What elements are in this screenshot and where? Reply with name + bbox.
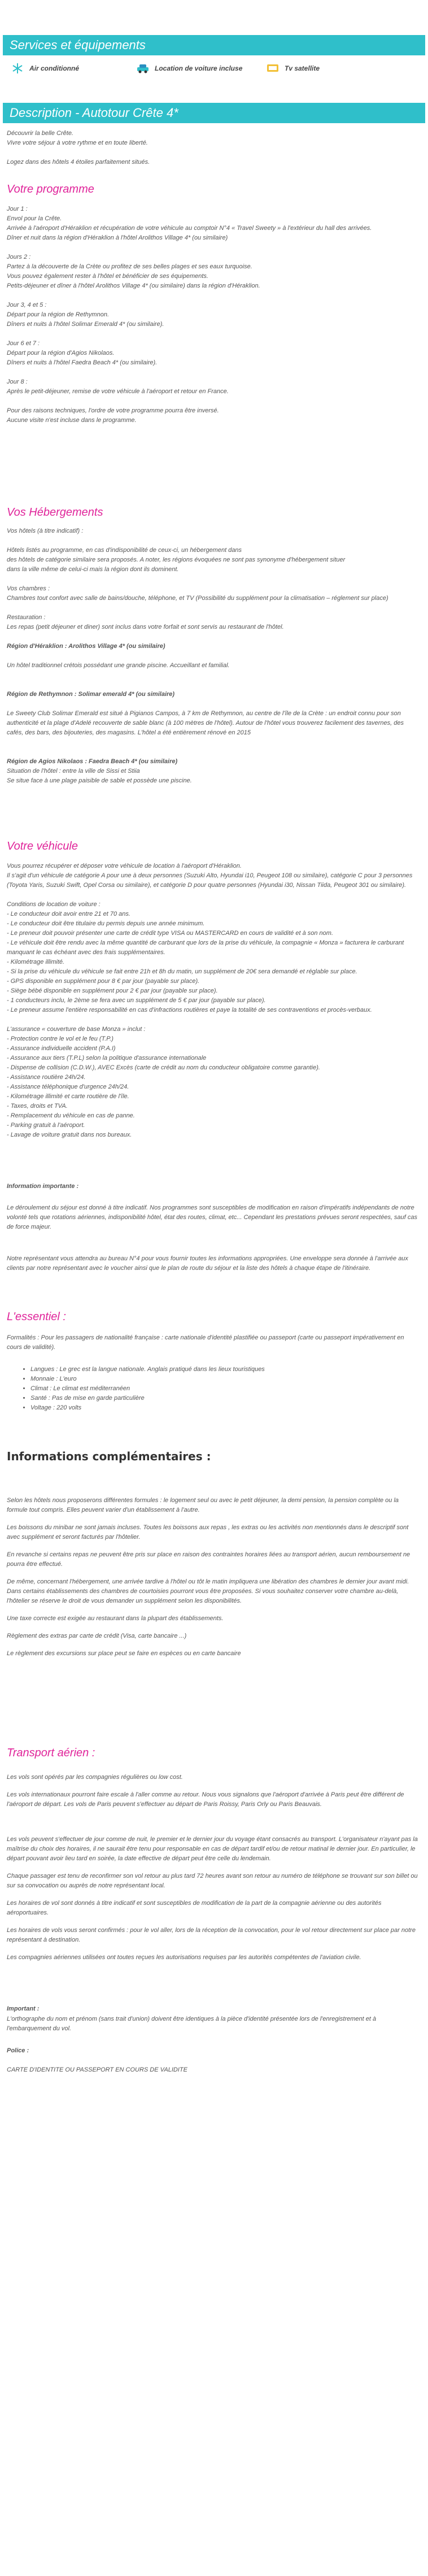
text-line: Vous pouvez également rester à l'hôtel et bénéficier de ses équipements.: [7, 273, 208, 280]
intro-line: Vivre votre séjour à votre rythme et en toute liberté.: [7, 140, 148, 146]
text-line: Le Sweety Club Solimar Emerald est situé à Pigianos Campos, à 7 km de Rethymnon, au centre de l'île de la Crète : un endroit connu pour son authenticité et la plage d'Adelé recouverte de sable blanc (à 100 mètres de l'hôtel). Autour de l'hôtel vous trouverez facilement des tavernes, des cafés, des bars, des bijouteries, des magasins. L'hôtel a été entièrement rénové en 2015: [7, 710, 404, 736]
services-title-bar: Services et équipements: [3, 35, 425, 55]
service-car: [136, 62, 242, 75]
text-line: Les vols peuvent s'effectuer de jour comme de nuit, le premier et le dernier jour du voyage étant consacrés au transport. L'organisateur n'ayant pas la maîtrise du choix des horaires, il ne saurait être tenu pour responsable en cas de départ tardif et/ou de retour matinal le dernier jour. En particulier, le départ pouvant avoir lieu tard en soirée, la date effective de départ peut être celle du lendemain.: [7, 1836, 418, 1862]
text-line: Pour des raisons techniques, l'ordre de votre programme pourra être inversé.: [7, 407, 219, 414]
programme-text: [7, 204, 419, 425]
text-line: Région de Agios Nikolaos : Faedra Beach 4* (ou similaire): [7, 758, 178, 765]
text-line: - Kilométrage illimité.: [7, 959, 65, 965]
text-line: Un hôtel traditionnel crétois possédant une grande piscine. Accueillant et familial.: [7, 662, 230, 669]
intro-line: Logez dans des hôtels 4 étoiles parfaitement situés.: [7, 159, 150, 166]
text-line: Hôtels listés au programme, en cas d'indisponibilité de ceux-ci, un hébergement dans: [7, 547, 242, 554]
text-line: Dîners et nuits à l'hôtel Faedra Beach 4* (ou similaire).: [7, 359, 158, 366]
text-line: - Si la prise du véhicule du véhicule se fait entre 21h et 8h du matin, un supplément de 20€ sera demandé et réglable sur place.: [7, 968, 357, 975]
text-line: [7, 368, 419, 377]
text-line: - Kilométrage illimité et carte routière de l'île.: [7, 1093, 129, 1100]
text-line: [7, 1015, 419, 1025]
text-line: Région de Rethymnon : Solimar emerald 4* (ou similaire): [7, 691, 175, 698]
list-item: • Climat : Le climat est méditerranéen: [30, 1384, 265, 1394]
text-line: [7, 243, 419, 253]
important-text: Le déroulement du séjour est donné à titre indicatif. Nos programmes sont susceptibles de modification en raison d'impératifs indépendants de notre volonté tels que rotations aériennes, indisponibilité hôtel, état des routes, climat, etc... Cependant les prestations prévues seront respectées, sauf cas de force majeur.: [7, 1204, 418, 1230]
text-line: - 1 conducteurs inclu, le 2ème se fera avec un supplément de 5 € par jour (payable sur place).: [7, 997, 266, 1004]
text-line: [7, 329, 419, 339]
hebergements-heading: Vos Hébergements: [7, 506, 103, 519]
essentiel-list: [23, 1365, 265, 1413]
complementaires-text: [7, 1496, 419, 1666]
vehicule-heading: Votre véhicule: [7, 840, 78, 852]
text-line: [7, 747, 419, 757]
transport-heading: Transport aérien :: [7, 1747, 95, 1759]
text-line: Chaque passager est tenu de reconfirmer son vol retour au plus tard 72 heures avant son retour au numéro de téléphone se trouvant sur son billet ou sur sa convocation ou auprès de notre représentant local.: [7, 1873, 418, 1889]
text-line: Situation de l'hôtel : entre la ville de Sissi et Stiia: [7, 768, 140, 774]
text-line: [7, 575, 419, 584]
service-tv: [265, 62, 320, 75]
text-line: - Lavage de voiture gratuit dans nos bureaux.: [7, 1132, 132, 1138]
car-icon: [136, 62, 150, 75]
text-line: [7, 536, 419, 546]
text-line: Les horaires de vols vous seront confirmés : pour le vol aller, lors de la réception de la convocation, pour le vol retour directement sur place par notre représentant à destination.: [7, 1927, 416, 1943]
text-line: - Le preneur assume l'entière responsabilité en cas d'infractions routières et paye la totalité de ses contraventions et procès-verbaux.: [7, 1007, 372, 1013]
text-line: dans la ville même de celui-ci mais la région dont ils dominent.: [7, 566, 179, 573]
vehicule-text: [7, 861, 419, 1140]
intro-line: Découvrir la belle Crête.: [7, 130, 73, 137]
text-line: Les horaires de vol sont donnés à titre indicatif et sont susceptibles de modification de la part de la compagnie aérienne ou des autorités aéroportuaires.: [7, 1900, 382, 1916]
service-aircon: [10, 62, 79, 75]
text-line: [7, 1817, 419, 1827]
important-title: Information importante :: [7, 1183, 79, 1190]
text-line: Se situe face à une plage paisible de sable et possède une piscine.: [7, 777, 192, 784]
tv-icon: [265, 62, 280, 75]
list-item: • Monnaie : L'euro: [30, 1374, 265, 1384]
text-line: Règlement des extras par carte de crédit (Visa, carte bancaire ...): [7, 1633, 187, 1639]
text-line: [7, 397, 419, 406]
description-intro: [7, 129, 419, 167]
text-line: Jours 2 :: [7, 254, 31, 260]
text-line: De même, concernant l'hébergement, une arrivée tardive à l'hôtel ou tôt le matin impliquera une libération des chambres le dernier jour avant midi. Dans certains établissements des chambres de courtoisies pourront vous être proposées. Si vous souhaitez conserver votre chambre au-delà, l'hôtelier se réserve le droit de vous demander un supplément selon les disponibilités.: [7, 1578, 409, 1604]
text-line: En revanche si certains repas ne peuvent être pris sur place en raison des contraintes horaires liées au transport aérien, aucun remboursement ne pourra être effectué.: [7, 1551, 410, 1568]
text-line: - Le véhicule doit être rendu avec la même quantité de carburant que lors de la prise du véhicule, la compagnie « Monza » facturera le carburant manquant le cas échéant avec des frais supplémentaires.: [7, 939, 404, 956]
text-line: Aucune visite n'est incluse dans le programme.: [7, 417, 137, 424]
text-line: [7, 671, 419, 680]
text-line: Il s'agit d'un véhicule de catégorie A pour une à deux personnes (Suzuki Alto, Hyundai i10, Peugeot 108 ou similaire), catégorie C pour 3 personnes (Toyota Yaris, Suzuki Swift, Opel Corsa ou similaire), et catégorie D pour quatre personnes (Hyundai i30, Nissan Tiida, Peugeot 301 ou similaire).: [7, 872, 413, 889]
police-label: Police :: [7, 2047, 29, 2054]
text-line: - Taxes, droits et TVA.: [7, 1103, 68, 1109]
text-line: Conditions de location de voiture :: [7, 901, 101, 908]
text-line: - Protection contre le vol et le feu (T.P.): [7, 1035, 113, 1042]
text-line: Dîners et nuits à l'hôtel Solimar Emerald 4* (ou similaire).: [7, 321, 164, 328]
hebergements-text: [7, 526, 419, 786]
text-line: - Le conducteur doit avoir entre 21 et 70 ans.: [7, 911, 130, 917]
text-line: Petits-déjeuner et dîner à l'hôtel Arolithos Village 4* (ou similaire) dans la région d'Héraklion.: [7, 282, 260, 289]
text-line: Envol pour la Crête.: [7, 215, 62, 222]
service-label: Location de voiture incluse: [155, 64, 243, 72]
police-text: CARTE D'IDENTITE OU PASSEPORT EN COURS DE VALIDITE: [7, 2066, 187, 2073]
text-line: Région d'Héraklion : Arolithos Village 4* (ou similaire): [7, 643, 165, 650]
snowflake-icon: [10, 62, 25, 75]
text-line: Les vols sont opérés par les compagnies régulières ou low cost.: [7, 1774, 183, 1781]
text-line: - Le preneur doit pouvoir présenter une carte de crédit type VISA ou MASTERCARD en cours de validité et à son nom.: [7, 930, 333, 937]
text-line: - Assurance individuelle accident (P.A.I): [7, 1045, 116, 1052]
important-text-2: Notre représentant vous attendra au bureau N°4 pour vous fournir toutes les informations appropriées. Une enveloppe sera donnée à l'arrivée aux clients par notre représentant avec le voucher ainsi que le plan de route du séjour et la liste des hôtels à chaque étape de l'itinéraire.: [7, 1255, 408, 1272]
list-item: • Voltage : 220 volts: [30, 1403, 265, 1413]
text-line: Après le petit-déjeuner, remise de votre véhicule à l'aéroport et retour en France.: [7, 388, 229, 395]
text-line: Jour 6 et 7 :: [7, 340, 40, 347]
programme-heading: Votre programme: [7, 183, 94, 195]
text-line: Les vols internationaux pourront faire escale à l'aller comme au retour. Nous vous signalons que l'aéroport d'arrivée à Paris peut être différent de l'aéroport de départ. Les vols de Paris peuvent s'effectuer au départ de Paris Roissy, Paris Orly ou Paris Beauvais.: [7, 1791, 404, 1808]
list-item: • Langues : Le grec est la langue nationale. Anglais pratiqué dans les lieux touristiques: [30, 1365, 265, 1374]
text-line: Le règlement des excursions sur place peut se faire en espèces ou en carte bancaire: [7, 1650, 241, 1657]
transport-text: [7, 1773, 419, 1970]
description-title-bar: Description - Autotour Crête 4*: [3, 103, 425, 123]
text-line: Une taxe correcte est exigée au restaurant dans la plupart des établissements.: [7, 1615, 224, 1622]
text-line: - Le conducteur doit être titulaire du permis depuis une année minimum.: [7, 920, 205, 927]
text-line: - Assistance routière 24h/24.: [7, 1074, 86, 1081]
text-line: Partez à la découverte de la Crète ou profitez de ses belles plages et ses eaux turquoise.: [7, 263, 252, 270]
service-label: Air conditionné: [29, 64, 79, 72]
text-line: Jour 1 :: [7, 206, 28, 212]
essentiel-heading: L'essentiel :: [7, 1311, 66, 1323]
text-line: Selon les hôtels nous proposerons différentes formules : le logement seul ou avec le petit déjeuner, la demi pension, la pension complète ou la formule tout compris. Elles peuvent varier d'un établissement à l'autre.: [7, 1497, 399, 1513]
text-line: [7, 603, 419, 613]
essentiel-intro: Formalités : Pour les passagers de nationalité française : carte nationale d'identité plastifiée ou passeport (carte ou passeport impérativement en cours de validité).: [7, 1334, 404, 1351]
text-line: Départ pour la région de Rethymnon.: [7, 311, 109, 318]
text-line: Arrivée à l'aéroport d'Héraklion et récupération de votre véhicule au comptoir N°4 « Travel Sweety » à l'extérieur du hall des arrivées.: [7, 225, 372, 232]
text-line: Chambres tout confort avec salle de bains/douche, téléphone, et TV (Possibilité du supplément pour la climatisation – réglement sur place): [7, 595, 388, 602]
text-line: [7, 651, 419, 661]
text-line: Les boissons du minibar ne sont jamais incluses. Toutes les boissons aux repas , les extras ou les activités non mentionnés dans le descriptif sont avec supplément et seront facturés par l'hôtelier.: [7, 1524, 409, 1541]
text-line: Jour 8 :: [7, 378, 28, 385]
text-line: L'assurance « couverture de base Monza » inclut :: [7, 1026, 146, 1033]
text-line: Départ pour la région d'Agios Nikolaos.: [7, 350, 115, 356]
text-line: des hôtels de catégorie similaire sera proposés. A noter, les régions évoquées ne sont pas synonyme d'hébergement situer: [7, 556, 346, 563]
text-line: Vous pourrez récupérer et déposer votre véhicule de location à l'aéroport d'Héraklion.: [7, 863, 242, 869]
text-line: - Parking gratuit à l'aéroport.: [7, 1122, 85, 1129]
text-line: - Siège bébé disponible en supplément pour 2 € par jour (payable sur place).: [7, 987, 218, 994]
text-line: - Assurance aux tiers (T.P.L) selon la politique d'assurance internationale: [7, 1055, 207, 1061]
text-line: [7, 632, 419, 642]
text-line: Les repas (petit déjeuner et diner) sont inclus dans votre forfait et sont servis au restaurant de l'hôtel.: [7, 624, 284, 630]
text-line: Vos hôtels (à titre indicatif) :: [7, 528, 84, 534]
list-item: • Santé : Pas de mise en garde particulière: [30, 1394, 265, 1403]
text-line: [7, 890, 419, 900]
text-line: [7, 699, 419, 709]
service-label: Tv satellite: [285, 64, 320, 72]
text-line: Vos chambres :: [7, 585, 50, 592]
text-line: Restauration :: [7, 614, 46, 621]
text-line: - GPS disponible en supplément pour 8 € par jour (payable sur place).: [7, 978, 200, 985]
text-line: Dîner et nuit dans la région d'Héraklion à l'hôtel Arolithos Village 4* (ou similaire): [7, 234, 228, 241]
text-line: Les compagnies aériennes utilisées ont toutes reçues les autorisations requises par les autorités compétentes de l'aviation civile.: [7, 1954, 361, 1961]
intro-line: [7, 148, 419, 158]
text-line: - Remplacement du véhicule en cas de panne.: [7, 1112, 135, 1119]
complementaires-heading: Informations complémentaires :: [7, 1450, 211, 1463]
text-line: [7, 291, 419, 301]
text-line: - Assistance téléphonique d'urgence 24h/24.: [7, 1084, 129, 1090]
text-line: [7, 680, 419, 690]
text-line: Jour 3, 4 et 5 :: [7, 302, 47, 308]
transport-important-text: L'orthographe du nom et prénom (sans trait d'union) doivent être identiques à la pièce d'identité présentée lors de l'enregistrement et à l'embarquement du vol.: [7, 2016, 377, 2032]
text-line: [7, 738, 419, 747]
text-line: - Dispense de collision (C.D.W.), AVEC Excès (carte de crédit au nom du conducteur obligatoire comme garantie).: [7, 1064, 320, 1071]
transport-important-label: Important :: [7, 2005, 40, 2012]
